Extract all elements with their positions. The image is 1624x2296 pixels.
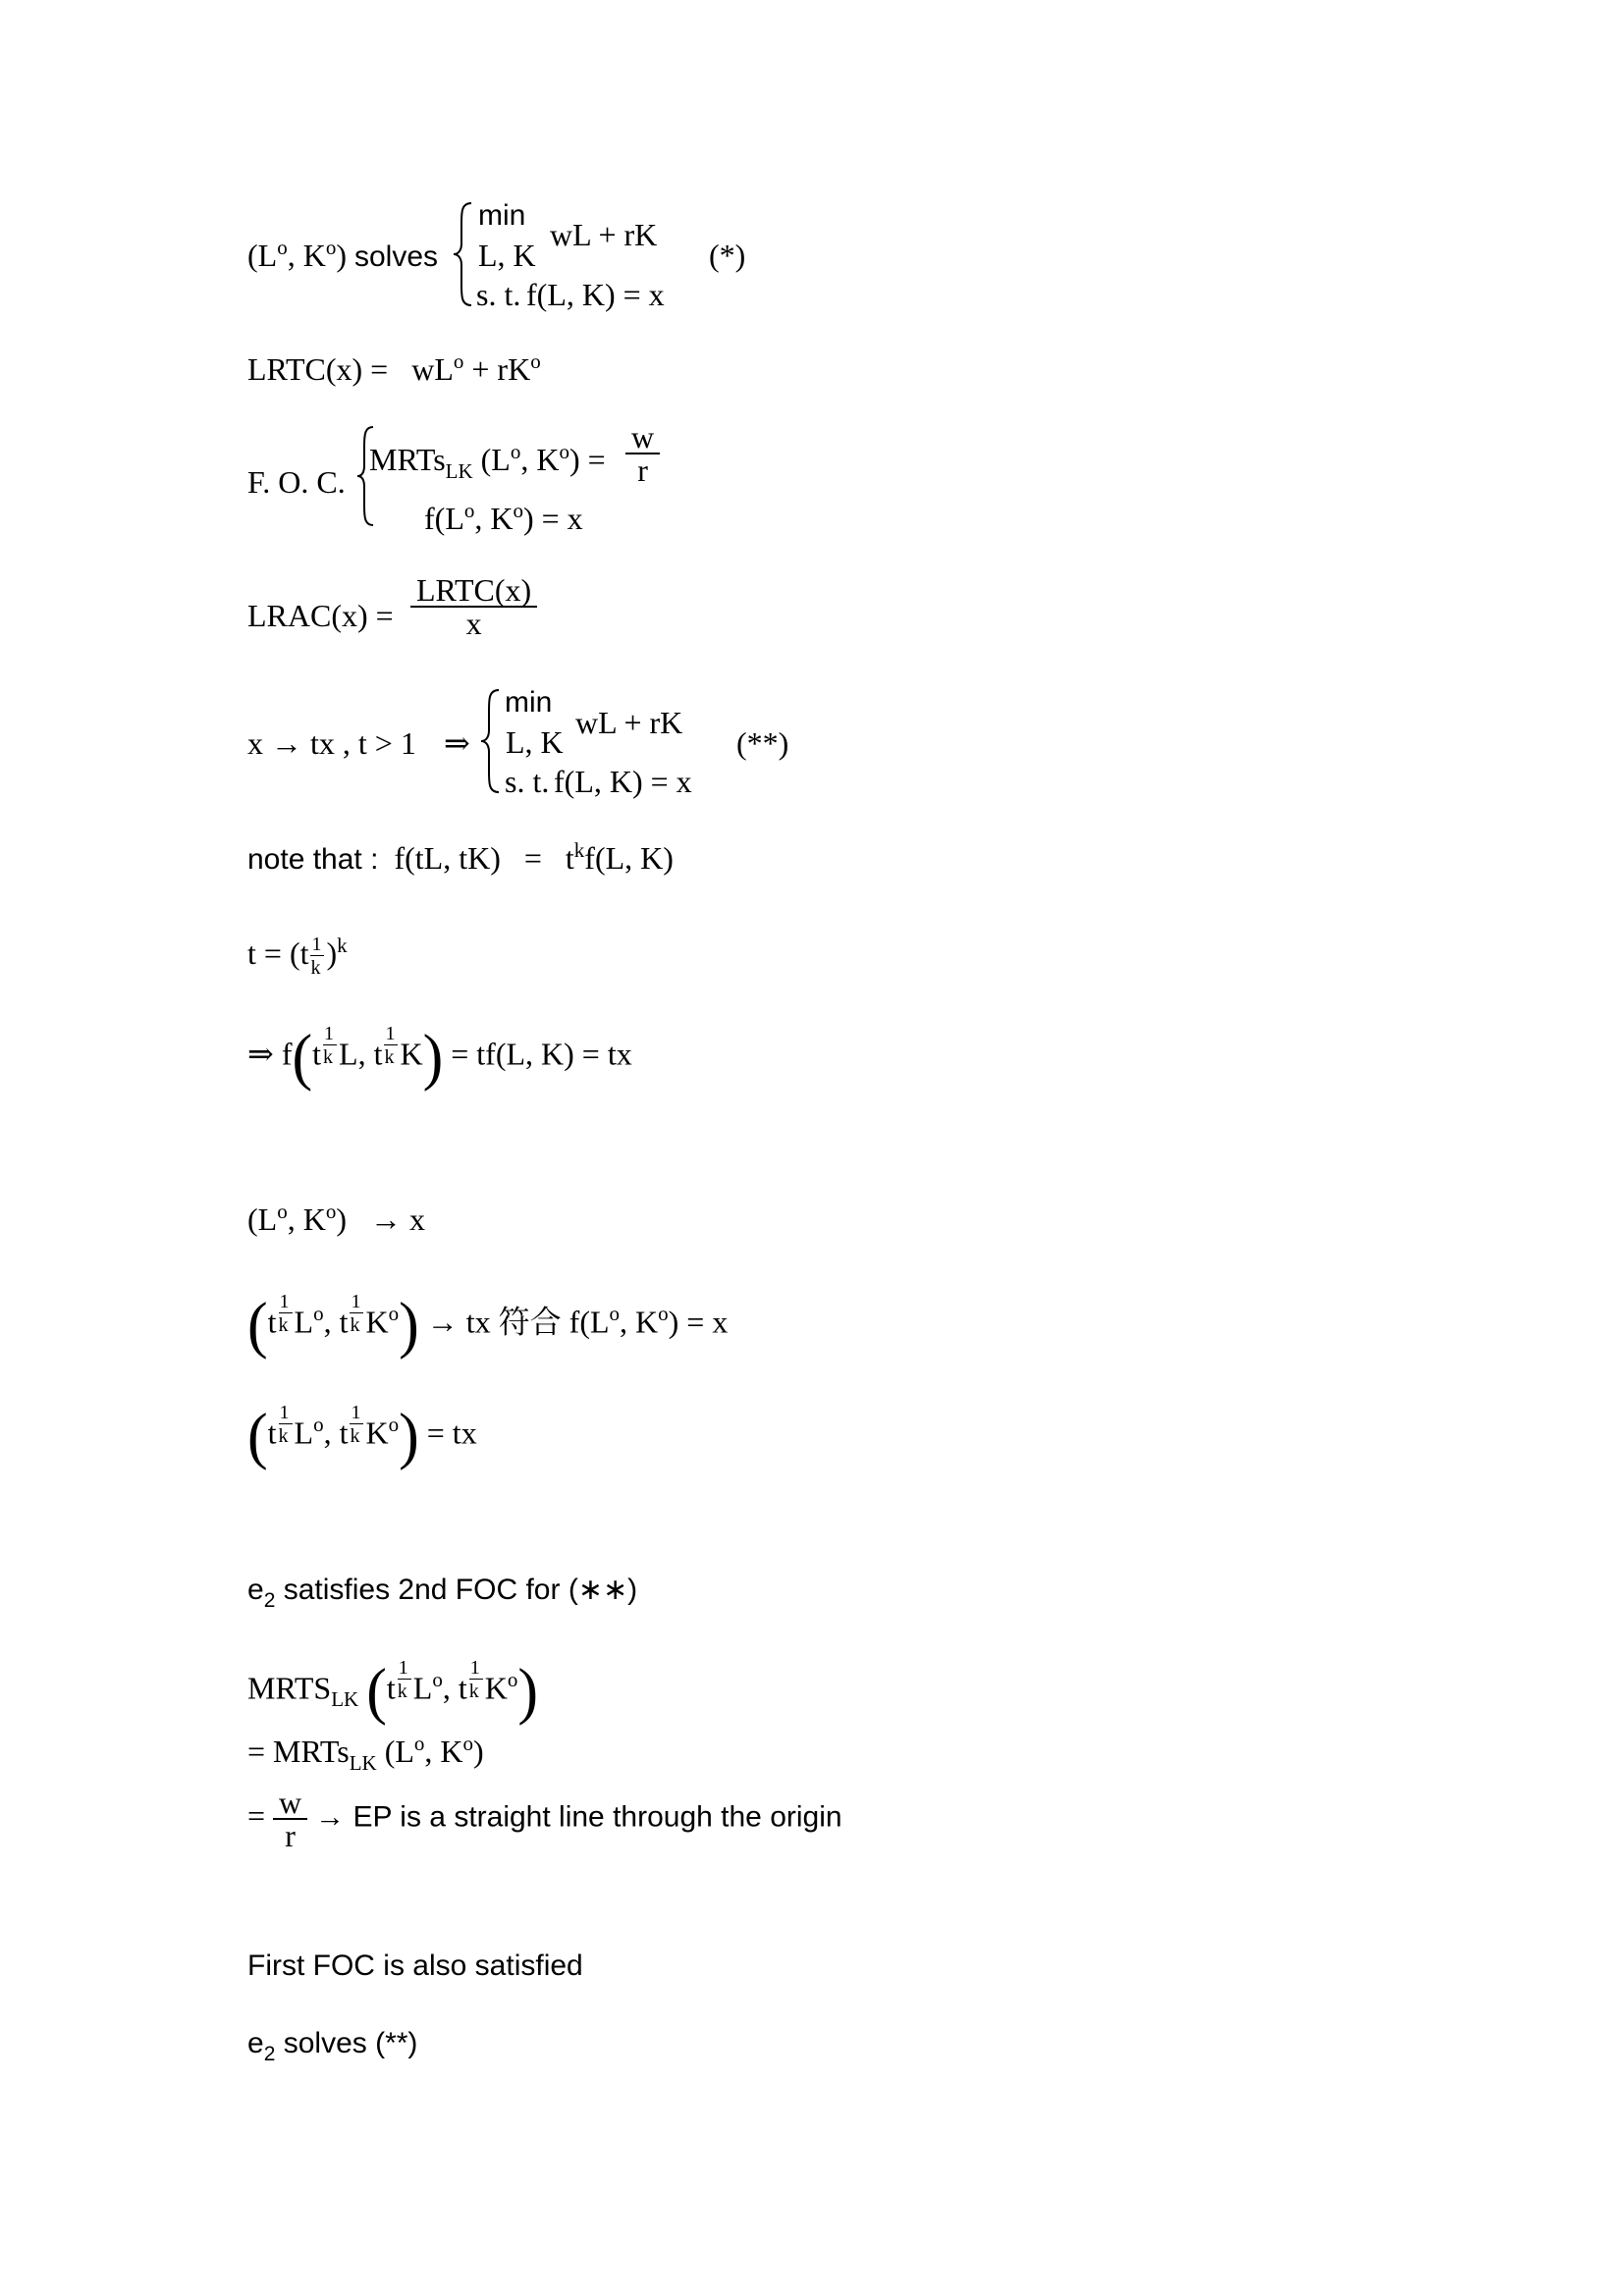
block-second-foc-note: $e_2$ satisfies 2nd FOC for (∗∗) bbox=[247, 1574, 638, 1612]
foc-fraction: $\frac{w}{r}$ bbox=[625, 421, 660, 486]
block-t-identity: t = (t $\frac{1}{k}$ )$^k$ bbox=[247, 934, 348, 979]
objective: wL + rK bbox=[550, 217, 658, 252]
equation-tag: (*) bbox=[709, 238, 746, 273]
block-first-foc-note: First FOC is also satisfied bbox=[247, 1949, 583, 1982]
min-variables-2: L, K bbox=[506, 724, 564, 760]
min-variables: L, K bbox=[478, 238, 536, 273]
subject-to-2: s. t. bbox=[505, 764, 550, 799]
min-operator-2: min bbox=[505, 686, 553, 719]
foc-label: F. O. C. bbox=[247, 464, 346, 500]
min-operator: min bbox=[478, 199, 526, 232]
block-conclusion: $e_2$ solves (**) bbox=[247, 2027, 418, 2065]
block-original-point: ($L^o$, $K^o$) → x bbox=[247, 1200, 425, 1237]
mrts-line-1: $MRTS_{LK}$ (t $\frac{1}{k}$ $L^o$, t $\frac{1}{k}$ $K^o$) bbox=[247, 1656, 538, 1727]
subject-to: s. t. bbox=[476, 277, 521, 312]
constraint: f(L, K) = x bbox=[526, 277, 665, 312]
equation-tag-2: (**) bbox=[736, 725, 789, 761]
foc-line-1: MRTs$_{LK}$ ($L^o$, $K^o$) = bbox=[369, 440, 606, 483]
constraint-2: f(L, K) = x bbox=[554, 764, 692, 799]
mrts-line-2: = MRTs$_{LK}$ ($L^o$, $K^o$) bbox=[247, 1732, 484, 1775]
block-homogeneity: note that : f(tL, tK) = $t^kf(L$, K) bbox=[247, 838, 674, 876]
block-lrtc: LRTC(x) = $wL^o + rK^o$ bbox=[247, 349, 541, 387]
cjk-note: 符合 bbox=[498, 1303, 562, 1341]
scaling-condition: x → tx , t > 1 bbox=[247, 725, 416, 761]
solver-label: ($L^o$, $K^o$) solves bbox=[247, 236, 439, 273]
objective-2: wL + rK bbox=[575, 705, 683, 740]
block-scaled-function: ⇒ f(t $\frac{1}{k}$ L, t $\frac{1}{k}$ K) = tf(L, K) = tx bbox=[247, 1022, 632, 1093]
block-scaled-point: (t $\frac{1}{k}$ $L^o$, t $\frac{1}{k}$ $K^o$) → tx 符合 $f(L^o$, $K^o) = x$ bbox=[247, 1290, 729, 1361]
block-scaled-point-output: (t $\frac{1}{k}$ $L^o$, t $\frac{1}{k}$ $K^o$) = tx bbox=[247, 1401, 477, 1471]
lrac-fraction: $\frac{\text{LRTC(x)}}{x}$ bbox=[410, 574, 537, 639]
lrac-lhs: LRAC(x) = bbox=[247, 598, 394, 633]
mrts-line-3: = $\frac{w}{r}$ → EP is a straight line through the origin bbox=[247, 1785, 842, 1853]
implies-symbol: ⇒ bbox=[444, 725, 470, 761]
left-brace-2 bbox=[477, 687, 507, 795]
foc-line-2: $f(L^o$, $K^o) = x$ bbox=[424, 499, 583, 536]
left-brace bbox=[450, 200, 479, 308]
